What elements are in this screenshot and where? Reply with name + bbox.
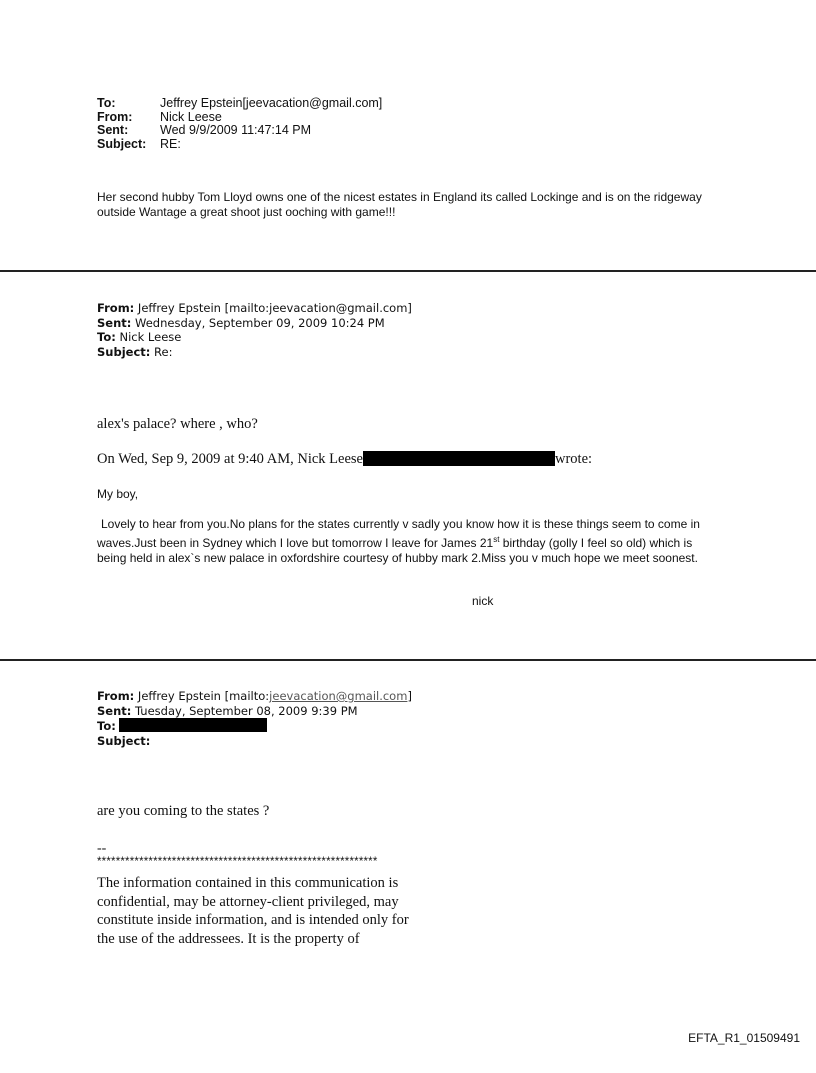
redaction-box — [119, 718, 267, 732]
divider-1 — [0, 270, 816, 272]
email2-sent-value: Wednesday, September 09, 2009 10:24 PM — [131, 315, 385, 330]
email3-to-row — [97, 718, 412, 734]
email3-disclaimer-line-4: the use of the addressees. It is the property of — [97, 930, 360, 947]
redaction-box — [363, 451, 555, 466]
divider-2 — [0, 659, 816, 661]
email2-sent-label: Sent: — [97, 315, 132, 330]
email1-subject-row — [97, 138, 382, 152]
email2-header — [97, 301, 412, 359]
email1-from-label: From: — [97, 109, 133, 124]
email2-to-label: To: — [97, 330, 116, 345]
email2-greeting: My boy, — [97, 487, 139, 501]
email1-sent-value: Wed 9/9/2009 11:47:14 PM — [160, 123, 312, 137]
email2-quote-intro-text: On Wed, Sep 9, 2009 at 9:40 AM, Nick Leese — [97, 451, 363, 467]
email3-disclaimer-line-2: confidential, may be attorney-client privileged, may — [97, 893, 399, 910]
email2-from-value: Jeffrey Epstein [mailto:jeevacation@gmail.com] — [134, 301, 412, 315]
email1-to-value: Jeffrey Epstein[jeevacation@gmail.com] — [160, 96, 383, 110]
email1-subject-label: Subject: — [97, 136, 147, 151]
email2-quote-body-2: birthday (golly I feel so old) which is being held in alex`s new palace in oxfordshire courtesy of hubby mark 2.Miss you v much hope we meet soonest. — [97, 536, 698, 565]
email2-signature: nick — [472, 594, 494, 608]
document-id: EFTA_R1_01509491 — [688, 1031, 800, 1045]
email3-sent-row — [97, 704, 412, 719]
email2-quote-intro — [97, 451, 592, 468]
email1-sent-row — [97, 124, 382, 138]
email3-disclaimer — [97, 874, 409, 948]
email1-header — [97, 97, 382, 151]
email2-from-label: From: — [97, 301, 135, 315]
email2-subject-value: Re: — [150, 344, 173, 359]
email2-quote-body-sup: st — [493, 535, 500, 544]
email3-to-label: To: — [97, 719, 116, 734]
email2-sent-row — [97, 316, 412, 331]
email3-body: are you coming to the states ? — [97, 803, 270, 819]
email1-from-value: Nick Leese — [160, 109, 222, 124]
email1-body: Her second hubby Tom Lloyd owns one of the nicest estates in England its called Lockinge and is on the ridgeway outside Wantage a great shoot just ooching with game!!! — [97, 190, 702, 219]
email2-subject-row — [97, 345, 412, 360]
email1-to-label: To: — [97, 96, 116, 110]
email3-header — [97, 689, 412, 748]
email3-sig-dashes: -- — [97, 841, 107, 856]
email2-to-row — [97, 330, 412, 345]
email3-sent-label: Sent: — [97, 703, 132, 718]
email3-from-row — [97, 689, 412, 704]
email2-subject-label: Subject: — [97, 344, 151, 359]
email3-subject-row — [97, 734, 412, 749]
email3-from-prefix: Jeffrey Epstein [mailto: — [134, 689, 270, 703]
email3-subject-label: Subject: — [97, 733, 151, 748]
email3-sig-stars: ************************************************************ — [97, 856, 378, 868]
email1-from-row — [97, 111, 382, 125]
email3-disclaimer-line-1: The information contained in this communication is — [97, 875, 399, 891]
email2-quote-body-1: Lovely to hear from you.No plans for the states currently v sadly you know how it is these things seem to come in waves.Just been in Sydney which I love but tomorrow I leave for James 21 — [97, 517, 700, 550]
email3-from-suffix: ] — [407, 689, 412, 703]
email2-quote-body — [97, 517, 719, 566]
email2-from-row — [97, 301, 412, 316]
email3-from-label: From: — [97, 689, 135, 703]
email3-from-email-link[interactable]: jeevacation@gmail.com — [269, 689, 408, 703]
email2-quote-intro-end: wrote: — [554, 451, 593, 467]
email3-sent-value: Tuesday, September 08, 2009 9:39 PM — [131, 703, 358, 718]
email3-disclaimer-line-3: constitute inside information, and is intended only for — [97, 912, 409, 928]
email2-body: alex's palace? where , who? — [97, 416, 258, 432]
email2-to-value: Nick Leese — [115, 330, 182, 345]
email1-sent-label: Sent: — [97, 123, 129, 137]
email1-subject-value: RE: — [160, 136, 181, 151]
email1-to-row — [97, 97, 382, 111]
